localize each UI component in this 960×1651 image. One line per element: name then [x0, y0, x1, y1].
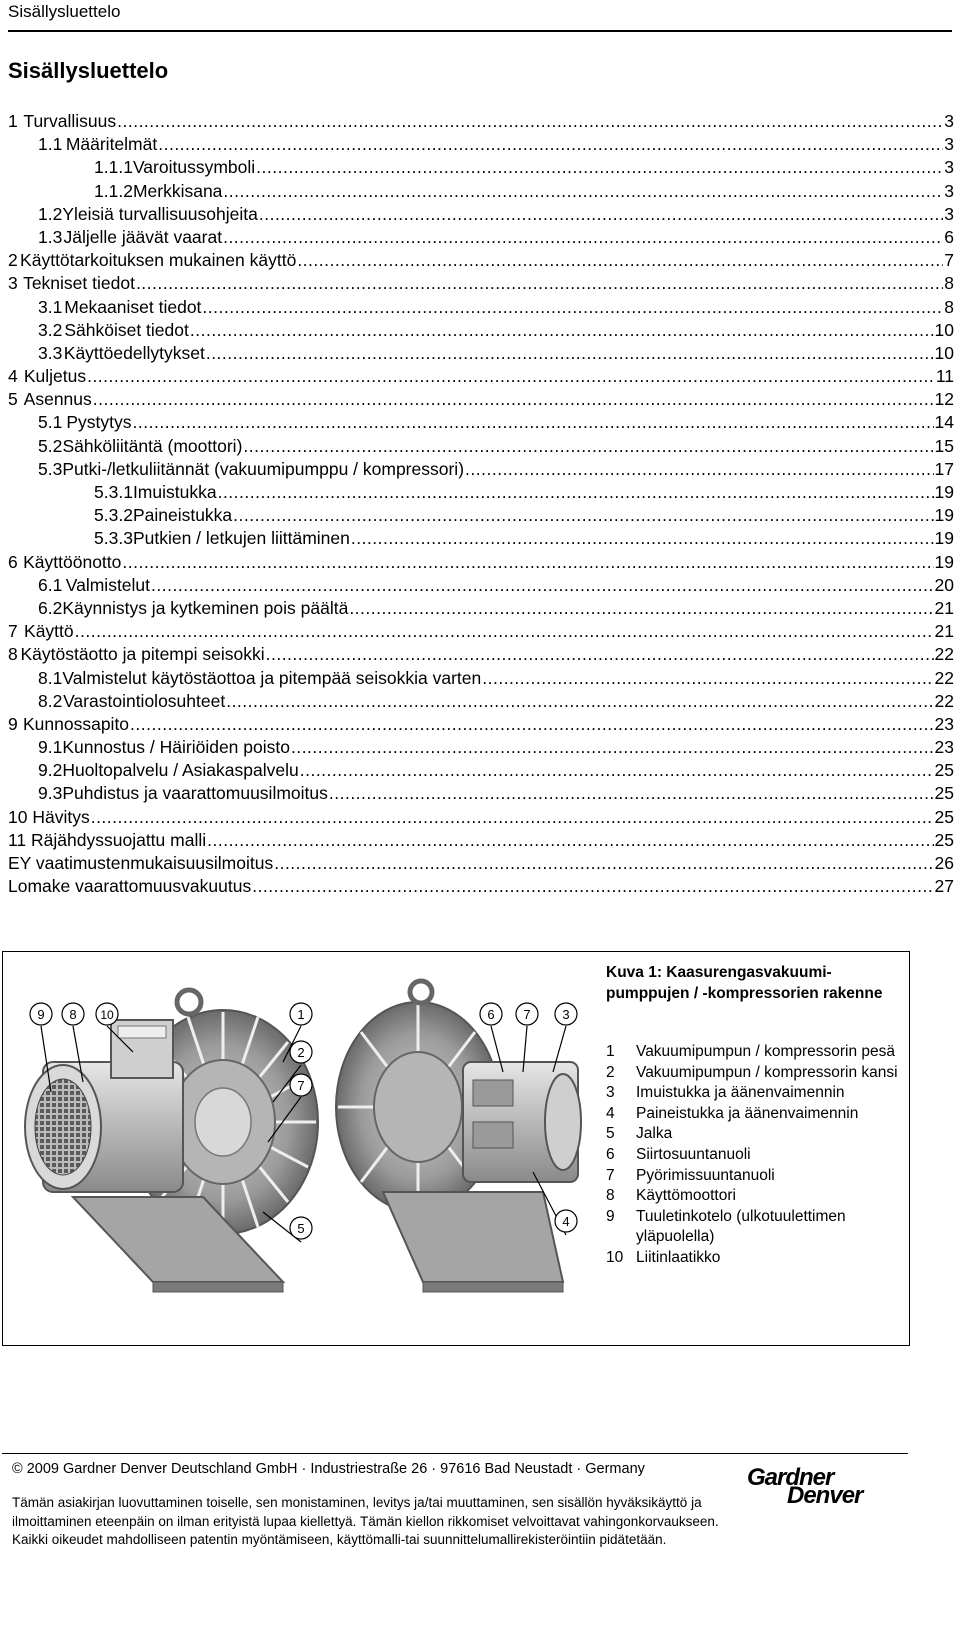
toc-leader-dots [351, 527, 934, 550]
callout-7 [290, 1074, 312, 1096]
toc-entry[interactable] [8, 203, 954, 226]
legend-item-text: Vakuumipumpun / kompressorin pesä [636, 1043, 896, 1060]
toc-entry[interactable] [8, 875, 954, 898]
toc-entry-page: 20 [934, 574, 954, 595]
toc-entry-number: 3.2 [38, 319, 63, 340]
toc-entry-title: Määritelmät [65, 134, 158, 155]
toc-leader-dots [274, 852, 933, 875]
toc-entry-title: Kuljetus [23, 366, 87, 387]
toc-entry[interactable] [8, 435, 954, 458]
right-blower [336, 981, 581, 1292]
toc-entry[interactable] [8, 782, 954, 805]
page-title: Sisällysluettelo [8, 58, 169, 83]
legend-item-text: Tuuletinkotelo (ulkotuulettimen yläpuolella) [636, 1207, 846, 1246]
toc-entry-page: 3 [944, 157, 954, 178]
callout-7b [516, 1003, 538, 1025]
toc-leader-dots [130, 713, 933, 736]
toc-entry[interactable] [8, 690, 954, 713]
toc-entry-number: 5.1 [38, 412, 63, 433]
toc-entry-page: 25 [934, 806, 954, 827]
toc-entry-number: 5.3.1 [94, 482, 133, 502]
toc-entry[interactable] [8, 713, 954, 736]
toc-leader-dots [482, 667, 933, 690]
toc-entry-page: 10 [934, 342, 954, 363]
legend-item [606, 1145, 906, 1166]
callout-1 [290, 1003, 312, 1025]
legend-item [606, 1063, 906, 1084]
toc-leader-dots [243, 435, 933, 458]
toc-entry[interactable] [8, 296, 954, 319]
toc-entry-page: 3 [944, 111, 954, 131]
toc-entry[interactable] [8, 249, 954, 272]
toc-leader-dots [133, 411, 934, 434]
legend-item-number: 8 [606, 1187, 615, 1205]
toc-entry-title: Käyttöönotto [23, 551, 122, 572]
running-header [0, 0, 960, 28]
toc-entry-number: 8.1 [38, 667, 63, 688]
toc-leader-dots [87, 365, 935, 388]
callout-9 [30, 1003, 52, 1025]
toc-entry-title: Valmistelut käytöstäottoa ja pitempää seisokkia varten [62, 667, 482, 688]
toc-leader-dots [291, 736, 934, 759]
toc-entry-number: 9.2 [38, 760, 63, 781]
toc-entry-title: Varoitussymboli [132, 157, 256, 178]
legend-item-text: Siirtosuuntanuoli [636, 1145, 751, 1163]
left-blower [25, 990, 318, 1292]
toc-entry-number: 4 [8, 366, 18, 387]
toc-entry-number: 2 [8, 250, 18, 271]
toc-entry-number: 5.3.2 [94, 505, 133, 526]
toc-entry-number: 1.1.2 [94, 180, 133, 201]
toc-leader-dots [252, 875, 933, 898]
toc-entry-number: 5.3.3 [94, 528, 133, 549]
toc-entry[interactable] [8, 180, 954, 203]
toc-entry[interactable] [8, 504, 954, 527]
callout-8 [62, 1003, 84, 1025]
legend-item-number: 9 [606, 1207, 615, 1225]
toc-entry-number: 9.3 [38, 783, 63, 804]
toc-entry-number: 3.1 [38, 296, 63, 317]
toc-leader-dots [259, 203, 943, 226]
toc-entry-number: 3 [8, 273, 18, 294]
toc-entry[interactable] [8, 597, 954, 620]
gardner-denver-logo [747, 1464, 907, 1512]
toc-entry-number: 6.1 [38, 574, 63, 595]
toc-entry[interactable] [8, 481, 954, 504]
toc-entry-number: 1.2 [38, 203, 63, 224]
svg-text:7: 7 [297, 1078, 305, 1093]
legend-item-text: Käyttömoottori [636, 1187, 736, 1205]
legend-item [606, 1083, 906, 1104]
toc-entry-page: 22 [934, 644, 954, 665]
toc-entry-number: 1 [8, 111, 18, 131]
svg-text:9: 9 [37, 1007, 45, 1022]
toc-leader-dots [93, 388, 934, 411]
svg-text:6: 6 [487, 1007, 495, 1022]
legend-item [606, 1186, 906, 1207]
callout-3 [555, 1003, 577, 1025]
toc-entry[interactable] [8, 156, 954, 179]
legend-item-text: Pyörimissuuntanuoli [636, 1166, 775, 1184]
toc-entry[interactable] [8, 272, 954, 295]
toc-entry-page: 11 [935, 366, 954, 387]
toc-entry-page: 3 [944, 180, 954, 201]
legend-item-number: 2 [606, 1063, 615, 1081]
callout-6 [480, 1003, 502, 1025]
toc-entry-title: Sähköiset tiedot [64, 319, 189, 340]
callout-2 [290, 1041, 312, 1063]
toc-entry-title: Huoltopalvelu / Asiakaspalvelu [62, 760, 299, 781]
toc-entry[interactable] [8, 226, 954, 249]
toc-entry-number: 6 [8, 551, 18, 572]
toc-entry-number: 8.2 [38, 690, 63, 711]
toc-entry-number: 5 [8, 389, 18, 410]
toc-leader-dots [207, 829, 933, 852]
toc-entry[interactable] [8, 759, 954, 782]
svg-text:4: 4 [562, 1214, 570, 1229]
toc-entry-page: 19 [934, 482, 954, 502]
toc-leader-dots [226, 690, 933, 713]
figure-legend [606, 1042, 906, 1269]
toc-entry-title: Pystytys [66, 412, 132, 433]
toc-entry-title: 10 Hävitys [8, 806, 90, 827]
callout-10 [96, 1003, 118, 1025]
toc-entry-title: Käyttötarkoituksen mukainen käyttö [20, 250, 297, 271]
figure-caption: Kuva 1: Kaasurengasvakuumi-pumppujen / -kompressorien rakenne [606, 964, 883, 1002]
header-divider [8, 30, 952, 32]
legend-item-number: 10 [606, 1248, 624, 1266]
toc-entry-title: Lomake vaarattomuusvakuutus [8, 876, 252, 897]
footer-notice: Tämän asiakirjan luovuttaminen toiselle, sen monistaminen, levitys ja/tai muuttaminen, sen sisällön hyväksikäyttö ja ilmoittaminen eteenpäin on ilman erityistä lupaa kiellettyä. Tämän kiellon rikkomiset velvoittavat vahingonkorvaukseen. Kaikki oikeudet mahdolliseen patentin myöntämiseen, käyttömalli-tai suunnittelumallirekisteröintiin pidätetään. [12, 1495, 719, 1548]
legend-item [606, 1042, 906, 1063]
toc-entry-title: 11 Räjähdyssuojattu malli [8, 829, 207, 850]
toc-entry-number: 7 [8, 621, 18, 642]
toc-entry-page: 27 [934, 876, 954, 897]
toc-leader-dots [297, 249, 943, 272]
svg-text:3: 3 [562, 1007, 570, 1022]
svg-text:10: 10 [100, 1008, 114, 1022]
toc-entry[interactable] [8, 527, 954, 550]
toc-leader-dots [117, 110, 943, 133]
toc-leader-dots [91, 806, 934, 829]
toc-leader-dots [266, 643, 934, 666]
toc-entry-title: Mekaaniset tiedot [64, 296, 202, 317]
footer [2, 1453, 908, 1564]
blower-illustration [3, 952, 603, 1345]
toc-leader-dots [75, 620, 934, 643]
toc-leader-dots [158, 133, 943, 156]
toc-entry-page: 12 [934, 389, 954, 410]
toc-leader-dots [233, 504, 933, 527]
toc-entry-page: 3 [944, 134, 954, 155]
toc-leader-dots [151, 574, 934, 597]
callout-5 [290, 1217, 312, 1239]
toc-entry-number: 1.1.1 [94, 157, 133, 178]
toc-entry-page: 15 [934, 435, 954, 456]
toc-entry-number: 5.2 [38, 435, 63, 456]
toc-leader-dots [465, 458, 934, 481]
toc-entry-page: 21 [934, 621, 954, 642]
toc-entry[interactable] [8, 342, 954, 365]
toc-entry-title: Putkien / letkujen liittäminen [132, 528, 350, 549]
logo-line-1: Gardner [747, 1464, 834, 1491]
toc-entry-title: Varastointiolosuhteet [63, 690, 226, 711]
footer-copyright: © 2009 Gardner Denver Deutschland GmbH · Industriestraße 26 · 97616 Bad Neustadt · Germany [12, 1461, 645, 1477]
toc-entry-page: 14 [934, 412, 954, 433]
toc-entry-title: Jäljelle jäävät vaarat [63, 226, 223, 247]
legend-item-text: Jalka [636, 1125, 673, 1143]
toc-entry[interactable] [8, 411, 954, 434]
legend-item-number: 6 [606, 1145, 615, 1163]
toc-leader-dots [190, 319, 934, 342]
toc-entry-page: 19 [934, 505, 954, 526]
toc-leader-dots [300, 759, 934, 782]
legend-item-number: 5 [606, 1125, 615, 1143]
svg-text:5: 5 [297, 1221, 305, 1236]
toc-leader-dots [122, 551, 933, 574]
legend-item-number: 3 [606, 1084, 615, 1102]
toc-entry-title: Kunnostus / Häiriöiden poisto [62, 737, 290, 758]
toc-leader-dots [202, 296, 943, 319]
toc-entry[interactable] [8, 620, 954, 643]
toc-entry[interactable] [8, 110, 954, 133]
toc-entry-title: Käyttöedellytykset [63, 342, 205, 363]
toc-entry-page: 6 [944, 226, 954, 247]
legend-item [606, 1166, 906, 1187]
legend-item-number: 4 [606, 1104, 615, 1122]
toc-entry-title: Sähköliitäntä (moottori) [62, 435, 243, 456]
legend-item-number: 7 [606, 1166, 615, 1184]
toc-entry-page: 8 [944, 296, 954, 317]
toc-entry-title: Tekniset tiedot [23, 273, 135, 294]
toc-entry-number: 6.2 [38, 597, 63, 618]
toc-entry[interactable] [8, 574, 954, 597]
toc-entry-title: Asennus [23, 389, 92, 410]
toc-entry-title: Merkkisana [132, 180, 223, 201]
toc-entry-number: 9.1 [38, 737, 63, 758]
legend-item-text: Paineistukka ja äänenvaimennin [636, 1104, 859, 1122]
toc-entry[interactable] [8, 458, 954, 481]
toc-entry-title: Yleisiä turvallisuusohjeita [62, 203, 258, 224]
toc-entry-page: 25 [934, 829, 954, 850]
toc-entry-title: Kunnossapito [22, 713, 130, 734]
toc-entry-title: Paineistukka [132, 505, 233, 526]
toc-entry[interactable] [8, 829, 954, 852]
toc-leader-dots [136, 272, 943, 295]
legend-item-text: Liitinlaatikko [636, 1248, 721, 1266]
toc-entry-number: 8 [8, 644, 18, 665]
svg-text:7: 7 [523, 1007, 531, 1022]
toc-entry-title: Putki-/letkuliitännät (vakuumipumppu / kompressori) [62, 458, 465, 479]
toc-entry-page: 21 [934, 597, 954, 618]
toc-entry-page: 26 [934, 853, 954, 873]
toc-entry-title: Käytöstäotto ja pitempi seisokki [20, 644, 265, 665]
callout-4 [555, 1210, 577, 1232]
toc-leader-dots [206, 342, 934, 365]
toc-entry[interactable] [8, 667, 954, 690]
toc-entry-page: 7 [944, 250, 954, 271]
toc-entry-page: 25 [934, 760, 954, 781]
svg-text:1: 1 [297, 1007, 305, 1022]
toc-entry[interactable] [8, 551, 954, 574]
logo-line-2: Denver [787, 1482, 863, 1509]
toc-entry[interactable] [8, 806, 954, 829]
toc-entry-title: EY vaatimustenmukaisuusilmoitus [8, 853, 274, 873]
toc-entry-page: 25 [934, 783, 954, 804]
toc-leader-dots [329, 782, 934, 805]
svg-text:8: 8 [69, 1007, 77, 1022]
toc-entry-title: Imuistukka [132, 482, 217, 502]
toc-entry-title: Valmistelut [65, 574, 151, 595]
toc-entry-title: Turvallisuus [23, 111, 117, 131]
toc-entry-page: 19 [934, 528, 954, 549]
toc-entry-page: 17 [934, 458, 954, 479]
svg-text:2: 2 [297, 1045, 305, 1060]
running-title: Sisällysluettelo [8, 2, 121, 21]
toc-leader-dots [349, 597, 933, 620]
toc-entry-number: 1.3 [38, 226, 63, 247]
toc-entry-page: 22 [934, 690, 954, 711]
toc-entry[interactable] [8, 388, 954, 411]
legend-item [606, 1248, 906, 1269]
toc-entry[interactable] [8, 133, 954, 156]
toc-entry-title: Käyttö [24, 621, 74, 642]
toc-entry-title: Käynnistys ja kytkeminen pois päältä [62, 597, 349, 618]
toc-entry[interactable] [8, 643, 954, 666]
toc-entry-number: 9 [8, 713, 18, 734]
legend-item [606, 1207, 906, 1248]
toc-entry[interactable] [8, 365, 954, 388]
legend-item [606, 1124, 906, 1145]
toc-entry[interactable] [8, 852, 954, 875]
toc-entry[interactable] [8, 319, 954, 342]
toc-entry-page: 8 [944, 273, 954, 294]
toc-entry-page: 22 [934, 667, 954, 688]
table-of-contents [8, 110, 954, 898]
toc-entry-page: 23 [934, 713, 954, 734]
toc-entry-number: 5.3 [38, 458, 63, 479]
toc-entry-page: 10 [934, 319, 954, 340]
toc-entry-number: 3.3 [38, 342, 63, 363]
toc-leader-dots [218, 481, 934, 504]
toc-leader-dots [223, 226, 943, 249]
toc-entry-page: 19 [934, 551, 954, 572]
toc-entry-page: 23 [934, 737, 954, 758]
legend-item [606, 1104, 906, 1125]
toc-entry[interactable] [8, 736, 954, 759]
toc-entry-title: Puhdistus ja vaarattomuusilmoitus [62, 783, 328, 804]
legend-item-text: Imuistukka ja äänenvaimennin [636, 1084, 845, 1102]
legend-item-text: Vakuumipumpun / kompressorin kansi [636, 1063, 898, 1081]
toc-leader-dots [223, 180, 943, 203]
toc-entry-number: 1.1 [38, 134, 63, 155]
toc-entry-page: 3 [944, 203, 954, 224]
toc-leader-dots [256, 156, 943, 179]
legend-item-number: 1 [606, 1043, 615, 1060]
